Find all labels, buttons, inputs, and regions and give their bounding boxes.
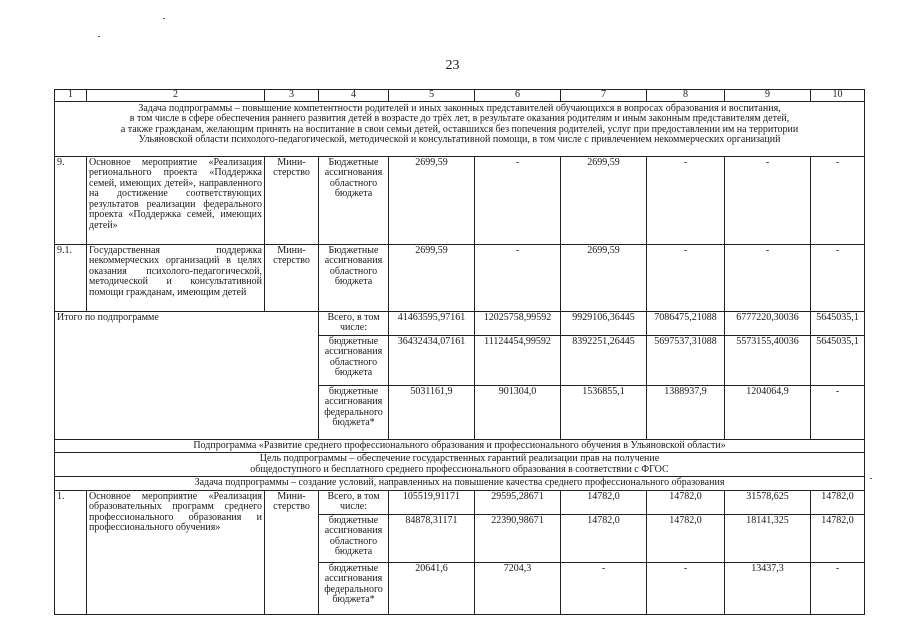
amount-cell: - <box>811 244 865 311</box>
subprogram-task-row <box>55 101 865 156</box>
total-row <box>55 311 865 335</box>
amount-cell: - <box>475 244 561 311</box>
amount-cell: - <box>647 562 725 614</box>
subprogram-task <box>55 101 865 156</box>
column-number: 9 <box>725 90 811 102</box>
funding-source: бюджетные ассигнования областного бюджета <box>319 514 389 562</box>
amount-cell: 41463595,97161 <box>389 311 475 335</box>
amount-cell: - <box>561 562 647 614</box>
amount-cell: 14782,0 <box>647 490 725 514</box>
funding-source: Всего, в том числе: <box>319 490 389 514</box>
page-number: 23 <box>445 58 460 73</box>
funding-source: Всего, в том числе: <box>319 311 389 335</box>
amount-cell: 5645035,1 <box>811 335 865 385</box>
scan-speck <box>870 478 872 479</box>
goal-line: общедоступного и бесплатного среднего профессионального образования в соответствии с ФГОС <box>250 463 669 475</box>
task-line: в том числе в сфере обеспечения раннего развития детей в возрасте до трёх лет, в результате оказания родителям и иным законным представителям детей, <box>129 113 790 124</box>
column-number: 1 <box>55 90 87 102</box>
column-number: 2 <box>87 90 265 102</box>
amount-cell: 22390,98671 <box>475 514 561 562</box>
amount-cell: - <box>725 156 811 244</box>
table-row <box>55 244 865 311</box>
goal-line: Цель подпрограммы – обеспечение государственных гарантий реализации прав на получение <box>259 453 660 464</box>
executor: Мини-стерство <box>265 244 319 311</box>
column-number: 10 <box>811 90 865 102</box>
amount-cell: 36432434,07161 <box>389 335 475 385</box>
scan-speck <box>163 18 165 19</box>
subprogram-task-row <box>55 477 865 491</box>
amount-cell: 8392251,26445 <box>561 335 647 385</box>
amount-cell: 105519,91171 <box>389 490 475 514</box>
column-number: 6 <box>475 90 561 102</box>
amount-cell: 5031161,9 <box>389 385 475 439</box>
budget-table <box>54 89 865 615</box>
amount-cell: 7086475,21088 <box>647 311 725 335</box>
amount-cell: 7204,3 <box>475 562 561 614</box>
funding-source: бюджетные ассигнования областного бюджета <box>319 335 389 385</box>
amount-cell: 14782,0 <box>647 514 725 562</box>
activity-name: Основное мероприятие «Реализация регионального проекта «Поддержка семей, имеющих детей», направленного на достижение соответствующих результатов реализации федерального проекта «Поддержка семей, имеющих детей» <box>87 156 265 244</box>
funding-source: бюджетные ассигнования федерального бюджета* <box>319 562 389 614</box>
column-number: 5 <box>389 90 475 102</box>
amount-cell: 5573155,40036 <box>725 335 811 385</box>
column-number: 8 <box>647 90 725 102</box>
row-number: 1. <box>55 490 87 614</box>
subprogram-title: Подпрограмма «Развитие среднего профессионального образования и профессионального обучения в Ульяновской области» <box>55 439 865 453</box>
amount-cell: 2699,59 <box>561 156 647 244</box>
amount-cell: 901304,0 <box>475 385 561 439</box>
amount-cell: - <box>475 156 561 244</box>
funding-source: Бюджетные ассигнования областного бюджета <box>319 156 389 244</box>
amount-cell: 9929106,36445 <box>561 311 647 335</box>
amount-cell: 5645035,1 <box>811 311 865 335</box>
amount-cell: - <box>725 244 811 311</box>
amount-cell: 12025758,99592 <box>475 311 561 335</box>
scan-speck <box>98 36 100 37</box>
amount-cell: 18141,325 <box>725 514 811 562</box>
amount-cell: 31578,625 <box>725 490 811 514</box>
amount-cell: 1388937,9 <box>647 385 725 439</box>
amount-cell: - <box>811 562 865 614</box>
amount-cell: 29595,28671 <box>475 490 561 514</box>
amount-cell: 6777220,30036 <box>725 311 811 335</box>
column-number: 7 <box>561 90 647 102</box>
column-number-row <box>55 90 865 102</box>
task-line: Задача подпрограммы – повышение компетентности родителей и иных законных представителей обучающихся в вопросах образования и воспитания, <box>138 102 781 114</box>
subprogram-total-label: Итого по подпрограмме <box>55 311 319 439</box>
amount-cell: 2699,59 <box>389 156 475 244</box>
amount-cell: 14782,0 <box>561 514 647 562</box>
amount-cell: 1536855,1 <box>561 385 647 439</box>
funding-source: Бюджетные ассигнования областного бюджета <box>319 244 389 311</box>
amount-cell: 20641,6 <box>389 562 475 614</box>
amount-cell: 14782,0 <box>561 490 647 514</box>
activity-name: Государственная поддержка некоммерческих организаций в целях оказания психолого-педагогической, методической и консультативной помощи гражданам, имеющим детей <box>87 244 265 311</box>
activity-name: Основное мероприятие «Реализация образовательных программ среднего профессионального образования и профессионального обучения» <box>87 490 265 614</box>
amount-cell: 2699,59 <box>561 244 647 311</box>
row-number: 9.1. <box>55 244 87 311</box>
amount-cell: - <box>647 244 725 311</box>
amount-cell: 14782,0 <box>811 514 865 562</box>
column-number: 3 <box>265 90 319 102</box>
executor: Мини-стерство <box>265 156 319 244</box>
column-number: 4 <box>319 90 389 102</box>
funding-source: бюджетные ассигнования федерального бюджета* <box>319 385 389 439</box>
table-row <box>55 490 865 514</box>
amount-cell: 2699,59 <box>389 244 475 311</box>
amount-cell: - <box>647 156 725 244</box>
table-row <box>55 156 865 244</box>
subprogram-task: Задача подпрограммы – создание условий, направленных на повышение качества среднего профессионального образования <box>55 477 865 491</box>
row-number: 9. <box>55 156 87 244</box>
amount-cell: 5697537,31088 <box>647 335 725 385</box>
subprogram-goal <box>55 453 865 477</box>
amount-cell: - <box>811 156 865 244</box>
subprogram-goal-row <box>55 453 865 477</box>
task-line: а также гражданам, желающим принять на воспитание в свои семьи детей, оставшихся без попечения родителей, услуг при предоставлении им на территории <box>120 123 799 135</box>
amount-cell: 1204064,9 <box>725 385 811 439</box>
amount-cell: 11124454,99592 <box>475 335 561 385</box>
amount-cell: - <box>811 385 865 439</box>
amount-cell: 13437,3 <box>725 562 811 614</box>
subprogram-title-row <box>55 439 865 453</box>
amount-cell: 84878,31171 <box>389 514 475 562</box>
task-line: Ульяновской области психолого-педагогической, методической и консультативной помощи, в том числе с привлечением некоммерческих организаций <box>138 134 781 145</box>
amount-cell: 14782,0 <box>811 490 865 514</box>
executor: Мини-стерство <box>265 490 319 614</box>
